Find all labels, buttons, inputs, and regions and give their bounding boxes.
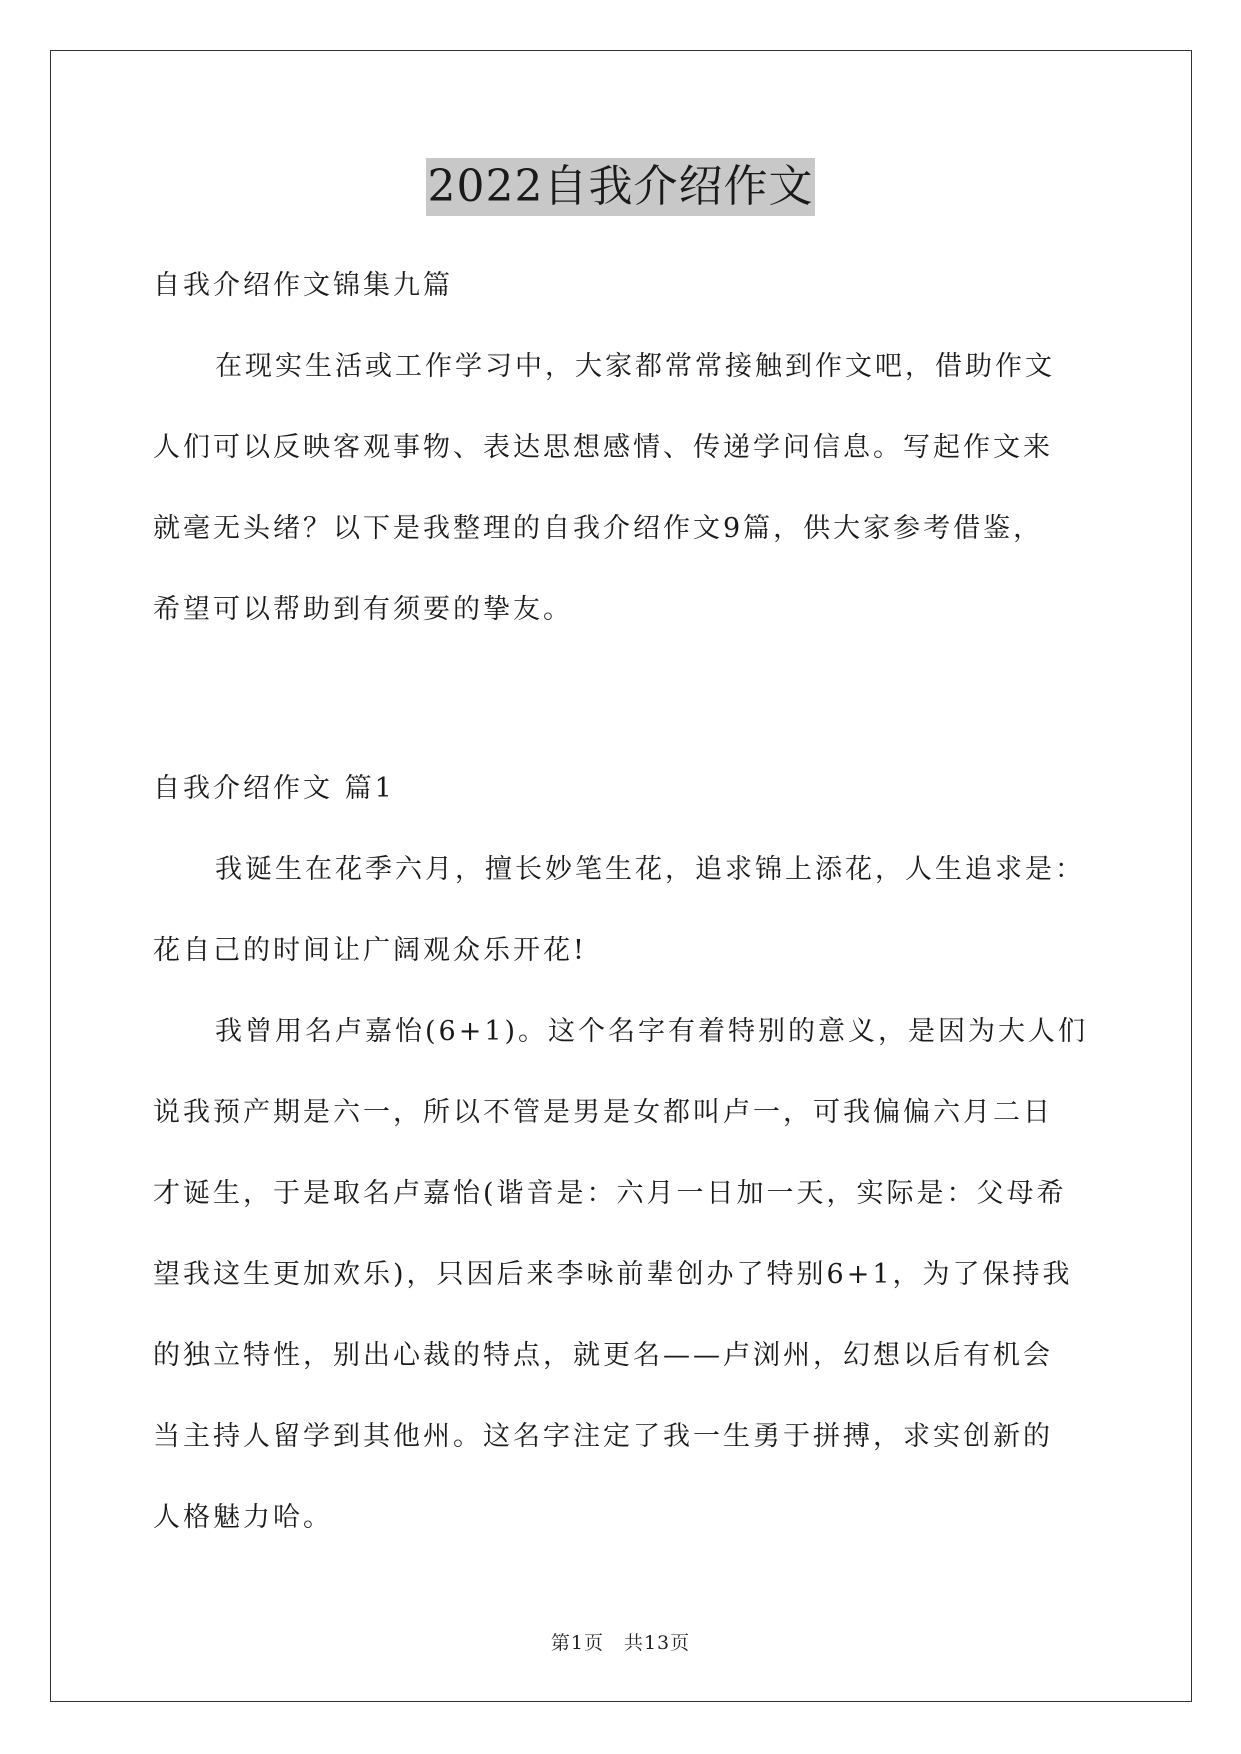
intro-line: 人们可以反映客观事物、表达思想感情、传递学问信息。写起作文来 <box>153 432 1053 463</box>
intro-line: 就毫无头绪？以下是我整理的自我介绍作文9篇，供大家参考借鉴， <box>153 513 1044 544</box>
intro-paragraph <box>153 326 1093 650</box>
paragraph-line: 望我这生更加欢乐)，只因后来李咏前辈创办了特别6+1，为了保持我 <box>153 1259 1073 1290</box>
paragraph-line: 当主持人留学到其他州。这名字注定了我一生勇于拼搏，求实创新的 <box>153 1421 1053 1452</box>
paragraph-line: 才诞生，于是取名卢嘉怡(谐音是：六月一日加一天，实际是：父母希 <box>153 1178 1067 1209</box>
paragraph-line: 说我预产期是六一，所以不管是男是女都叫卢一，可我偏偏六月二日 <box>153 1097 1053 1128</box>
intro-line: 在现实生活或工作学习中，大家都常常接触到作文吧，借助作文 <box>215 351 1055 382</box>
document-body <box>153 245 1093 1558</box>
paragraph-birth <box>153 829 1093 991</box>
section-spacer <box>153 650 1093 748</box>
section-heading: 自我介绍作文 篇1 <box>153 773 395 804</box>
paragraph-name <box>153 991 1093 1558</box>
intro-line: 希望可以帮助到有须要的挚友。 <box>153 594 573 625</box>
paragraph-line: 人格魅力哈。 <box>153 1502 333 1533</box>
document-title: 2022自我介绍作文 <box>426 158 816 216</box>
paragraph-line: 花自己的时间让广阔观众乐开花! <box>153 935 587 966</box>
document-subtitle: 自我介绍作文锦集九篇 <box>153 270 453 301</box>
title-container <box>0 158 1241 216</box>
page-number-footer: 第1页 共13页 <box>550 1632 691 1654</box>
paragraph-line: 我曾用名卢嘉怡(6+1)。这个名字有着特别的意义，是因为大人们 <box>215 1016 1089 1047</box>
paragraph-line: 我诞生在花季六月，擅长妙笔生花，追求锦上添花，人生追求是： <box>215 854 1085 885</box>
paragraph-line: 的独立特性，别出心裁的特点，就更名——卢浏州，幻想以后有机会 <box>153 1340 1053 1371</box>
